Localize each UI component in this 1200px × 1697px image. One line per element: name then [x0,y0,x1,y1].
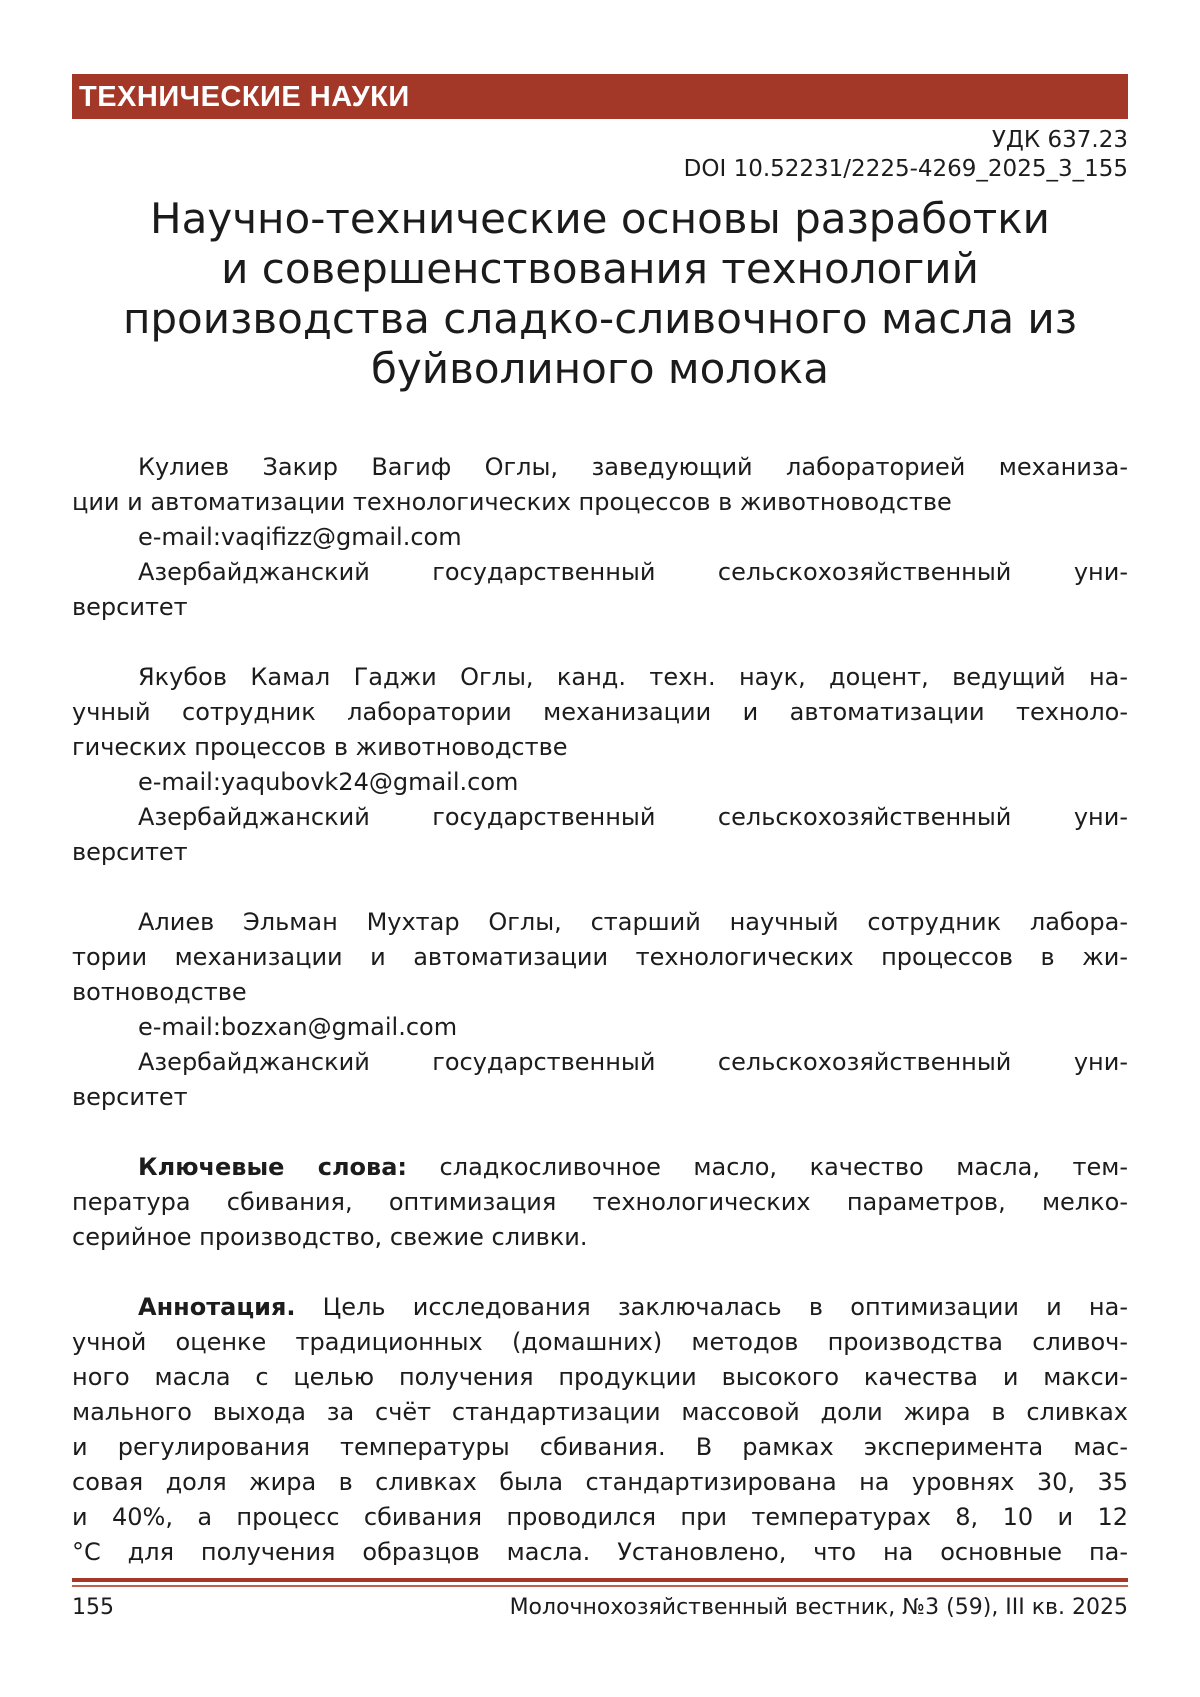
keywords-text: сладкосливочное масло, качество масла, тем- [407,1153,1129,1181]
article-body [72,450,1128,1605]
author-bio-line: вотноводстве [72,978,247,1006]
abstract-paragraph [72,1290,1128,1570]
article-title-line: буйволиного молока [371,344,829,393]
keywords-line: пература сбивания, оптимизация технологических параметров, мелко- [72,1188,1128,1216]
author-bio-line: Алиев Эльман Мухтар Оглы, старший научный сотрудник лабора- [138,908,1128,936]
journal-reference: Молочнохозяйственный вестник, №3 (59), III кв. 2025 [509,1595,1128,1620]
abstract-line: и 40%, а процесс сбивания проводился при температурах 8, 10 и 12 [72,1503,1128,1531]
author-bio-line: учный сотрудник лаборатории механизации и автоматизации техноло- [72,698,1128,726]
author-block [72,905,1128,1115]
author-affiliation-line: верситет [72,1083,188,1111]
author-bio-line: тории механизации и автоматизации технологических процессов в жи- [72,943,1128,971]
section-banner-label: ТЕХНИЧЕСКИЕ НАУКИ [79,81,410,113]
abstract-line: учной оценке традиционных (домашних) методов производства сливоч- [72,1328,1128,1356]
author-bio-line: Якубов Камал Гаджи Оглы, канд. техн. наук, доцент, ведущий на- [138,663,1128,691]
author-bio-line: ции и автоматизации технологических процессов в животноводстве [72,488,952,516]
abstract-line: °С для получения образцов масла. Установлено, что на основные па- [72,1538,1128,1566]
article-title-line: Научно-технические основы разработки [150,194,1050,243]
footer-rule [72,1578,1128,1587]
author-block [72,450,1128,625]
author-email: e-mail:bozxan@gmail.com [138,1013,458,1041]
abstract-line: совая доля жира в сливках была стандартизирована на уровнях 30, 35 [72,1468,1128,1496]
author-affiliation-line: верситет [72,838,188,866]
footer-row [72,1594,1128,1622]
author-affiliation-line: Азербайджанский государственный сельскохозяйственный уни- [138,558,1128,586]
section-banner [72,74,1128,119]
author-block [72,660,1128,870]
keywords-paragraph [72,1150,1128,1255]
author-affiliation-line: верситет [72,593,188,621]
abstract-first-line [72,1290,1128,1325]
author-affiliation-line: Азербайджанский государственный сельскохозяйственный уни- [138,1048,1128,1076]
udc-code: УДК 637.23 [991,127,1128,153]
author-bio-line: гических процессов в животноводстве [72,733,568,761]
abstract-line: и регулирования температуры сбивания. В рамках эксперимента мас- [72,1433,1128,1461]
keywords-first-line [72,1150,1128,1185]
abstract-text: Цель исследования заключалась в оптимизации и на- [295,1293,1128,1321]
article-title-line: производства сладко-сливочного масла из [122,294,1078,343]
page-number: 155 [72,1595,114,1620]
keywords-label: Ключевые слова: [138,1153,407,1181]
author-affiliation-line: Азербайджанский государственный сельскохозяйственный уни- [138,803,1128,831]
abstract-line: мального выхода за счёт стандартизации массовой доли жира в сливках [72,1398,1128,1426]
abstract-label: Аннотация. [138,1293,296,1321]
author-bio-line: Кулиев Закир Вагиф Оглы, заведующий лабораторией механиза- [138,453,1128,481]
article-title [60,194,1140,394]
doi-code: DOI 10.52231/2225-4269_2025_3_155 [683,156,1128,182]
article-title-line: и совершенствования технологий [221,244,979,293]
keywords-line: серийное производство, свежие сливки. [72,1223,588,1251]
article-meta [684,126,1128,184]
author-email: e-mail:yaqubovk24@gmail.com [138,768,519,796]
author-email: e-mail:vaqifizz@gmail.com [138,523,462,551]
abstract-line: ного масла с целью получения продукции высокого качества и макси- [72,1363,1128,1391]
page-footer [72,1578,1128,1622]
